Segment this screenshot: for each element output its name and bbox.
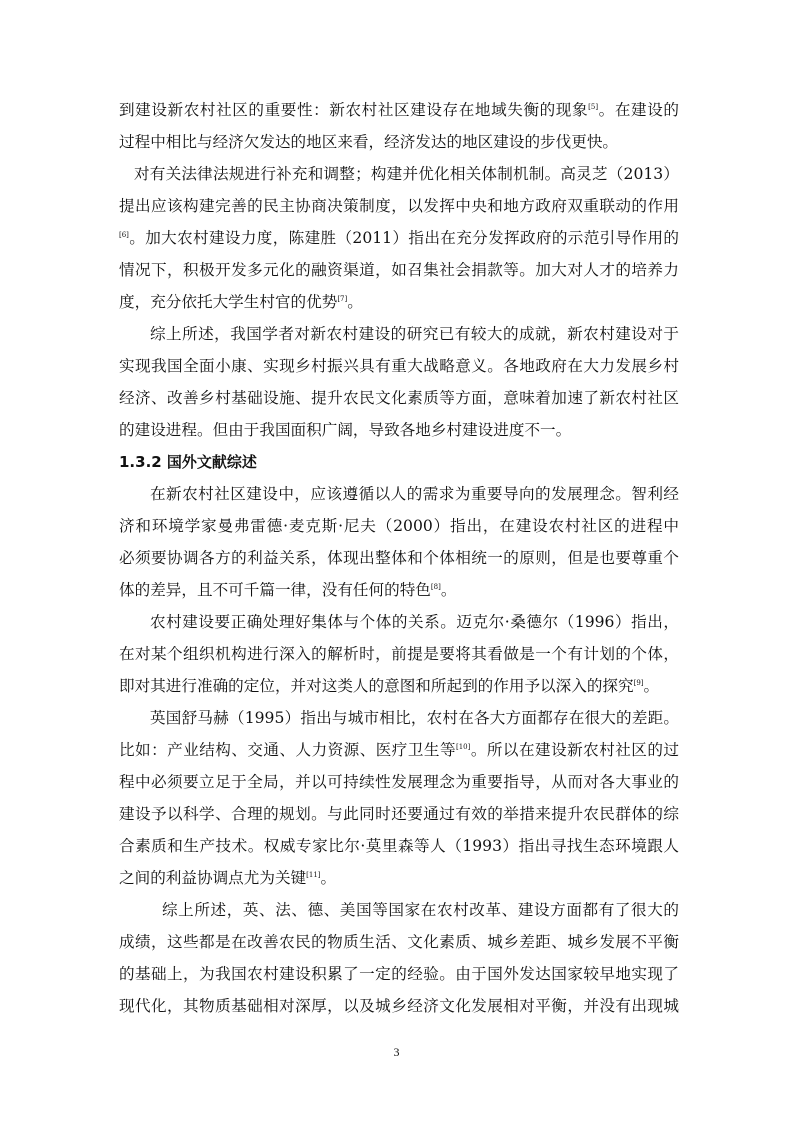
text-line — [119, 831, 679, 861]
line-text-after-citation: 。 — [440, 581, 457, 599]
line-text: 必须要协调各方的利益关系，体现出整体和个体相统一的原则，但是也要尊重个 — [119, 549, 679, 567]
text-line — [119, 511, 679, 541]
page-number: 3 — [393, 1045, 400, 1059]
line-text: 即对其进行准确的定位，并对这类人的意图和所起到的作用予以深入的探究 — [119, 677, 634, 695]
text-line — [119, 639, 679, 669]
line-text-after-citation: 。在建设的 — [598, 101, 679, 119]
text-line — [150, 479, 679, 509]
citation-mark: [6] — [119, 230, 129, 239]
text-line — [119, 287, 679, 317]
text-line — [162, 895, 679, 925]
line-text: 综上所述，英、法、德、美国等国家在农村改革、建设方面都有了很大的 — [162, 901, 679, 919]
citation-mark: [9] — [633, 678, 644, 687]
line-text: 济和环境学家曼弗雷德·麦克斯·尼夫（2000）指出，在建设农村社区的进程中 — [119, 517, 679, 535]
text-line — [119, 191, 679, 221]
text-line — [119, 383, 679, 413]
line-text: 提出应该构建完善的民主协商决策制度，以发挥中央和地方政府双重联动的作用 — [119, 197, 679, 215]
line-text-after-citation: 。 — [320, 869, 337, 887]
text-line — [119, 991, 679, 1021]
text-line — [119, 575, 679, 605]
text-line — [150, 319, 679, 349]
heading-text: 1.3.2 国外文献综述 — [119, 453, 257, 471]
text-line — [134, 159, 679, 189]
text-line — [119, 927, 679, 957]
line-text: 现代化，其物质基础相对深厚，以及城乡经济文化发展相对平衡，并没有出现城 — [119, 997, 679, 1015]
citation-mark: [8] — [430, 582, 441, 591]
line-text: 到建设新农村社区的重要性：新农村社区建设存在地域失衡的现象 — [119, 101, 589, 119]
line-text: 农村建设要正确处理好集体与个体的关系。迈克尔·桑德尔（1996）指出， — [150, 613, 679, 631]
text-line — [119, 415, 679, 445]
line-text: 。加大农村建设力度，陈建胜（2011）指出在充分发挥政府的示范引导作用的 — [128, 229, 679, 247]
line-text: 之间的利益协调点尤为关键 — [119, 869, 307, 887]
text-line — [119, 543, 679, 573]
citation-mark: [5] — [588, 102, 599, 111]
line-text: 经济、改善乡村基础设施、提升农民文化素质等方面，意味着加速了新农村社区 — [119, 389, 679, 407]
line-text: 对有关法律法规进行补充和调整；构建并优化相关体制机制。高灵芝（2013） — [134, 165, 679, 183]
line-text: 在新农村社区建设中，应该遵循以人的需求为重要导向的发展理念。智利经 — [150, 485, 679, 503]
text-line — [119, 351, 679, 381]
text-line — [119, 95, 679, 125]
text-line — [150, 607, 679, 637]
line-text: 在对某个组织机构进行深入的解析时，前提是要将其看做是一个有计划的个体， — [119, 645, 679, 663]
line-text-after-citation: 。 — [347, 293, 363, 311]
citation-mark: [11] — [306, 870, 321, 879]
line-text-after-citation: 。 — [643, 677, 660, 695]
line-text-after-citation: 。所以在建设新农村社区的过 — [470, 741, 679, 759]
text-line — [119, 127, 679, 157]
line-text: 综上所述，我国学者对新农村建设的研究已有较大的成就，新农村建设对于 — [150, 325, 679, 343]
section-heading — [119, 447, 679, 477]
text-line — [150, 703, 679, 733]
text-line — [119, 255, 679, 285]
text-line — [119, 799, 679, 829]
line-text: 过程中相比与经济欠发达的地区来看，经济发达的地区建设的步伐更快。 — [119, 133, 619, 151]
line-text: 体的差异，且不可千篇一律，没有任何的特色 — [119, 581, 431, 599]
line-text: 的基础上，为我国农村建设积累了一定的经验。由于国外发达国家较早地实现了 — [119, 965, 679, 983]
text-line — [119, 671, 679, 701]
text-line — [119, 863, 679, 893]
line-text: 的建设进程。但由于我国面积广阔，导致各地乡村建设进度不一。 — [119, 421, 572, 439]
line-text: 合素质和生产技术。权威专家比尔·莫里森等人（1993）指出寻找生态环境跟人 — [119, 837, 679, 855]
line-text: 比如：产业结构、交通、人力资源、医疗卫生等 — [119, 741, 456, 759]
text-line — [119, 223, 679, 253]
text-line — [119, 735, 679, 765]
line-text: 成绩，这些都是在改善农民的物质生活、文化素质、城乡差距、城乡发展不平衡 — [119, 933, 679, 951]
citation-mark: [7] — [337, 294, 348, 303]
text-line — [119, 767, 679, 797]
line-text: 情况下，积极开发多元化的融资渠道，如召集社会捐款等。加大对人才的培养力 — [119, 261, 679, 279]
line-text: 实现我国全面小康、实现乡村振兴具有重大战略意义。各地政府在大力发展乡村 — [119, 357, 679, 375]
citation-mark: [10] — [456, 742, 471, 751]
line-text: 英国舒马赫（1995）指出与城市相比，农村在各大方面都存在很大的差距。 — [150, 709, 679, 727]
text-line — [119, 959, 679, 989]
line-text: 度，充分依托大学生村官的优势 — [119, 293, 338, 311]
line-text: 程中必须要立足于全局，并以可持续性发展理念为重要指导，从而对各大事业的 — [119, 773, 679, 791]
line-text: 建设予以科学、合理的规划。与此同时还要通过有效的举措来提升农民群体的综 — [119, 805, 679, 823]
